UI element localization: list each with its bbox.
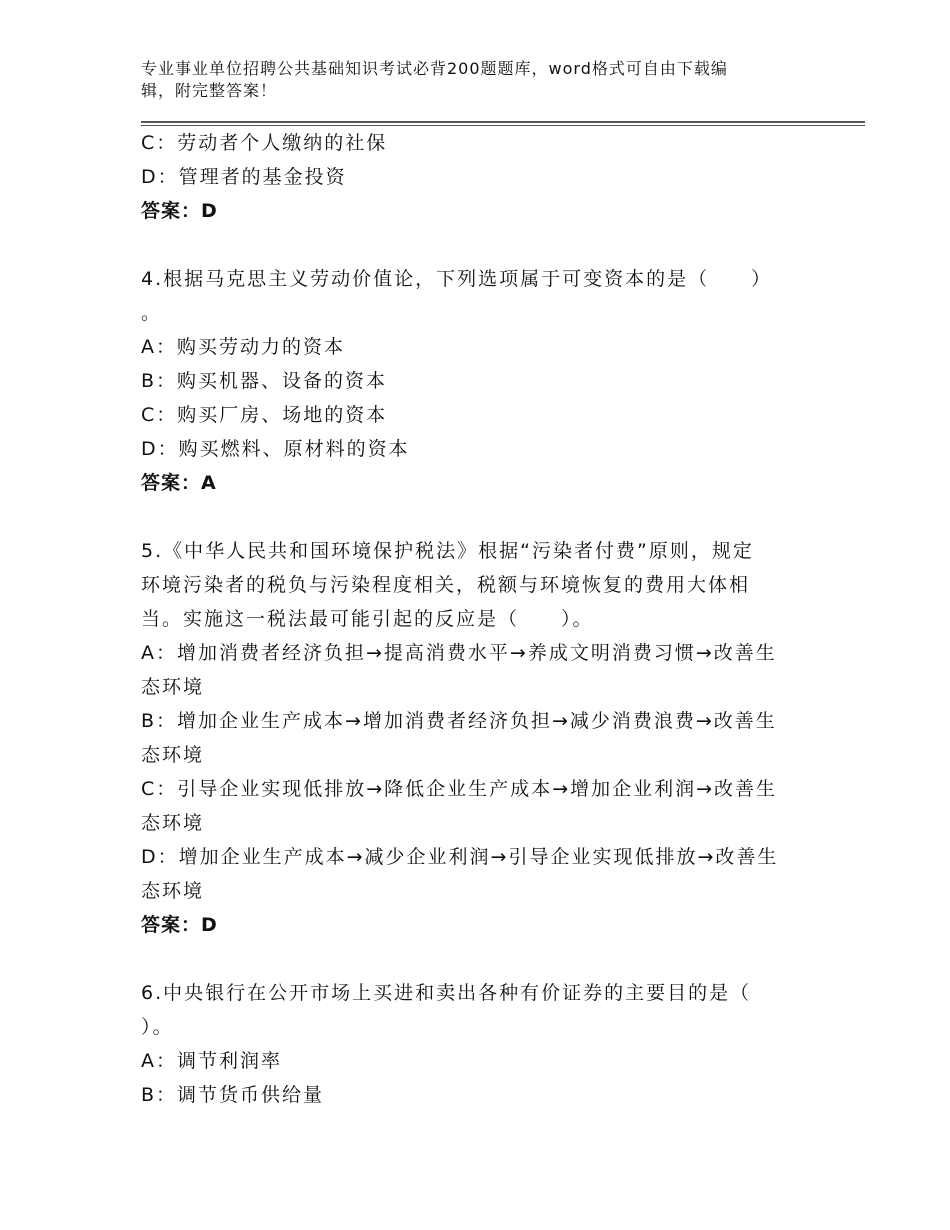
spacer [141,942,841,976]
question-4 [141,262,841,500]
question-3-answer: 答案：D [141,200,218,222]
question-6-option-b: B：调节货币供给量 [141,1084,325,1106]
question-6 [141,976,841,1112]
question-5-stem-line-3: 当。实施这一税法最可能引起的反应是（ ）。 [141,608,594,630]
question-4-option-b: B：购买机器、设备的资本 [141,370,388,392]
question-5-option-a-line-1: A：增加消费者经济负担→提高消费水平→养成文明消费习惯→改善生 [141,642,777,664]
question-5-stem-line-2: 环境污染者的税负与污染程度相关，税额与环境恢复的费用大体相 [141,574,751,596]
question-5-option-c-line-1: C：引导企业实现低排放→降低企业生产成本→增加企业利润→改善生 [141,778,778,800]
question-5-option-b-line-1: B：增加企业生产成本→增加消费者经济负担→减少消费浪费→改善生 [141,710,777,732]
question-5-stem-line-1: 5.《中华人民共和国环境保护税法》根据“污染者付费”原则，规定 [141,540,754,562]
question-5 [141,534,841,942]
header-line-2: 辑，附完整答案！ [141,81,278,100]
question-5-option-a-line-2: 态环境 [141,676,205,698]
question-5-option-b-line-2: 态环境 [141,744,205,766]
question-4-option-d: D：购买燃料、原材料的资本 [141,438,410,460]
question-6-option-a: A：调节利润率 [141,1050,282,1072]
header-divider-thick [141,121,865,123]
question-4-stem-line-1: 4.根据马克思主义劳动价值论，下列选项属于可变资本的是（ ） [141,268,773,290]
question-3-option-c: C：劳动者个人缴纳的社保 [141,132,388,154]
question-5-answer: 答案：D [141,914,218,936]
question-6-stem-line-1: 6.中央银行在公开市场上买进和卖出各种有价证券的主要目的是（ [141,982,752,1004]
question-content [141,126,841,1112]
question-3 [141,126,841,228]
header-line-1: 专业事业单位招聘公共基础知识考试必背200题题库，word格式可自由下载编 [141,59,728,78]
document-header [141,58,791,102]
spacer [141,500,841,534]
question-4-answer: 答案：A [141,472,217,494]
question-4-stem-line-2: 。 [141,302,163,324]
question-3-option-d: D：管理者的基金投资 [141,166,347,188]
question-5-option-d-line-2: 态环境 [141,880,205,902]
spacer [141,228,841,262]
question-5-option-c-line-2: 态环境 [141,812,205,834]
question-5-option-d-line-1: D：增加企业生产成本→减少企业利润→引导企业实现低排放→改善生 [141,846,779,868]
question-4-option-c: C：购买厂房、场地的资本 [141,404,388,426]
question-6-stem-line-2: ）。 [141,1016,174,1038]
question-4-option-a: A：购买劳动力的资本 [141,336,345,358]
